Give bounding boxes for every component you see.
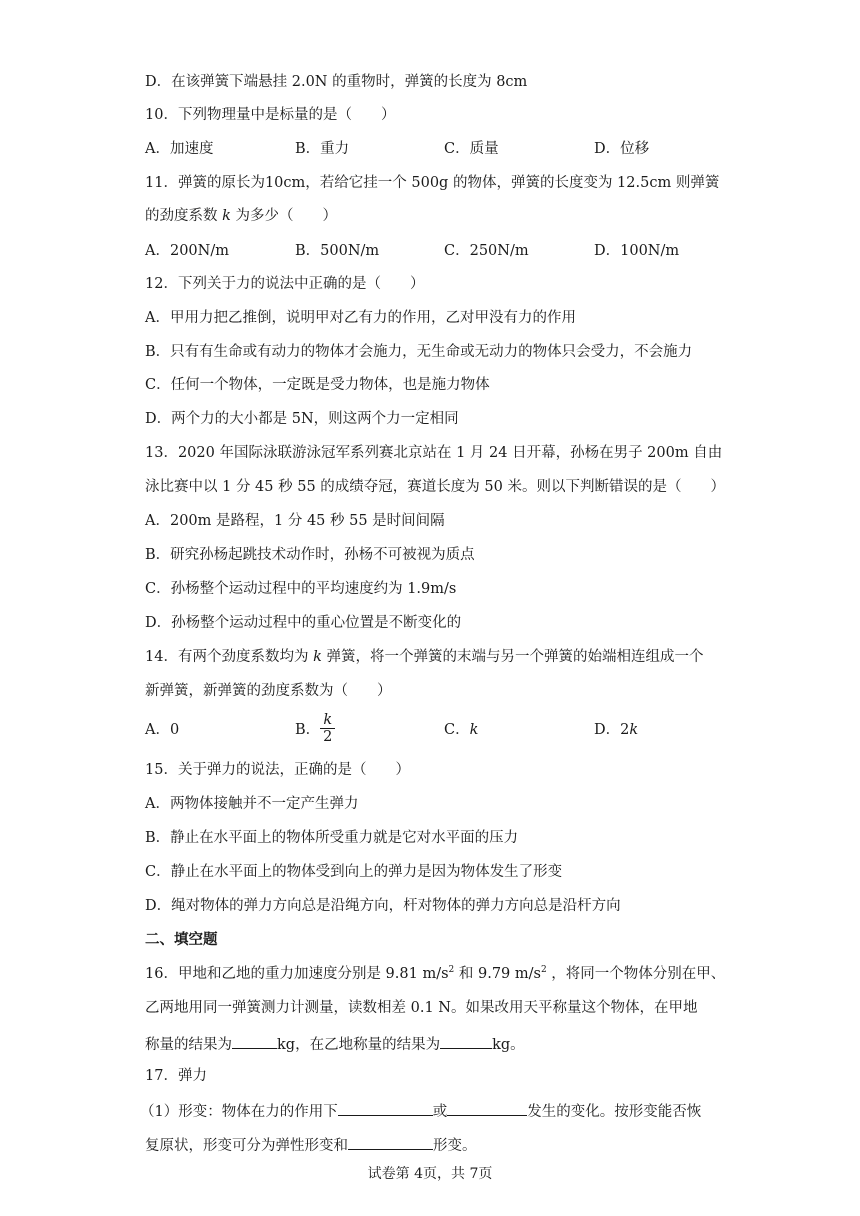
answer-blank-2[interactable] bbox=[440, 1032, 492, 1049]
q14-option-a: A．0 bbox=[145, 722, 180, 738]
q11-stem-line2: 的劲度系数 k 为多少（ ） bbox=[145, 208, 338, 224]
q13-option-a: A．200m 是路程，1 分 45 秒 55 是时间间隔 bbox=[145, 513, 445, 529]
answer-blank-1[interactable] bbox=[232, 1032, 277, 1049]
q11-option-b: B．500N/m bbox=[295, 243, 380, 259]
q15-option-b: B．静止在水平面上的物体所受重力就是它对水平面的压力 bbox=[145, 830, 519, 846]
q10-stem: 10．下列物理量中是标量的是（ ） bbox=[145, 107, 396, 123]
q12-option-c: C．任何一个物体，一定既是受力物体，也是施力物体 bbox=[145, 377, 490, 393]
section-title: 二、填空题 bbox=[145, 931, 218, 948]
q9-option-d: D．在该弹簧下端悬挂 2.0N 的重物时，弹簧的长度为 8cm bbox=[145, 74, 528, 90]
q10-option-a: A．加速度 bbox=[145, 141, 214, 157]
answer-blank-5[interactable] bbox=[348, 1133, 433, 1150]
q13-stem-line2: 泳比赛中以 1 分 45 秒 55 的成绩夺冠，赛道长度为 50 米。则以下判断错误的是（ ） bbox=[145, 479, 725, 495]
q15-option-d: D．绳对物体的弹力方向总是沿绳方向，杆对物体的弹力方向总是沿杆方向 bbox=[145, 898, 621, 914]
q10-option-b: B．重力 bbox=[295, 141, 350, 157]
q12-option-b: B．只有有生命或有动力的物体才会施力，无生命或无动力的物体只会受力，不会施力 bbox=[145, 344, 693, 360]
q14-option-d: D．2k bbox=[594, 722, 639, 738]
q12-option-a: A．甲用力把乙推倒，说明甲对乙有力的作用，乙对甲没有力的作用 bbox=[145, 310, 576, 326]
q14-fraction: $\frac{k}{2}$ bbox=[320, 712, 335, 745]
answer-blank-3[interactable] bbox=[338, 1099, 433, 1116]
q13-option-d: D．孙杨整个运动过程中的重心位置是不断变化的 bbox=[145, 615, 462, 631]
q14-option-c: C．k bbox=[444, 722, 479, 738]
q13-option-b: B．研究孙杨起跳技术动作时，孙杨不可被视为质点 bbox=[145, 547, 475, 563]
q15-option-c: C．静止在水平面上的物体受到向上的弹力是因为物体发生了形变 bbox=[145, 864, 563, 880]
q11-option-c: C．250N/m bbox=[444, 243, 529, 259]
q13-option-c: C．孙杨整个运动过程中的平均速度约为 1.9m/s bbox=[145, 581, 457, 597]
q11-stem-line1: 11．弹簧的原长为10cm，若给它挂一个 500g 的物体，弹簧的长度变为 12.5cm 则弹簧 bbox=[145, 175, 720, 191]
q10-option-d: D．位移 bbox=[594, 141, 650, 157]
q10-option-c: C．质量 bbox=[444, 141, 499, 157]
q12-option-d: D．两个力的大小都是 5N，则这两个力一定相同 bbox=[145, 411, 459, 427]
page-footer: 试卷第 4页，共 7页 bbox=[367, 1166, 493, 1182]
q14-option-b: B． $\frac{k}{2}$ bbox=[295, 711, 335, 749]
q17-line1: （1）形变：物体在力的作用下 或 发生的变化。按形变能否恢 bbox=[140, 1099, 701, 1122]
q12-stem: 12．下列关于力的说法中正确的是（ ） bbox=[145, 276, 425, 292]
q11-k-var: k bbox=[222, 208, 231, 224]
q15-stem: 15．关于弹力的说法，正确的是（ ） bbox=[145, 762, 410, 778]
q14-k-var: k bbox=[313, 649, 322, 665]
q17-title: 17．弹力 bbox=[145, 1068, 207, 1084]
q11-option-d: D．100N/m bbox=[594, 243, 680, 259]
q16-line1: 16．甲地和乙地的重力加速度分别是 9.81 $m/s^2$ 和 9.79 $m/s^2$ ，将同一个物体分别在甲、 bbox=[145, 965, 726, 982]
q14-stem-line2: 新弹簧，新弹簧的劲度系数为（ ） bbox=[145, 683, 392, 699]
q11-option-a: A．200N/m bbox=[145, 243, 229, 259]
q15-option-a: A．两物体接触并不一定产生弹力 bbox=[145, 796, 359, 812]
q16-line3: 称量的结果为 kg，在乙地称量的结果为 kg。 bbox=[145, 1032, 525, 1055]
q17-line2: 复原状，形变可分为弹性形变和 形变。 bbox=[145, 1133, 477, 1156]
q14-stem-line1: 14．有两个劲度系数均为 k 弹簧，将一个弹簧的末端与另一个弹簧的始端相连组成一个 bbox=[145, 649, 704, 665]
q16-line2: 乙两地用同一弹簧测力计测量，读数相差 0.1 N。如果改用天平称量这个物体，在甲地 bbox=[145, 1000, 698, 1016]
answer-blank-4[interactable] bbox=[447, 1099, 527, 1116]
q13-stem-line1: 13．2020 年国际泳联游泳冠军系列赛北京站在 1 月 24 日开幕，孙杨在男子 200m 自由 bbox=[145, 445, 723, 461]
